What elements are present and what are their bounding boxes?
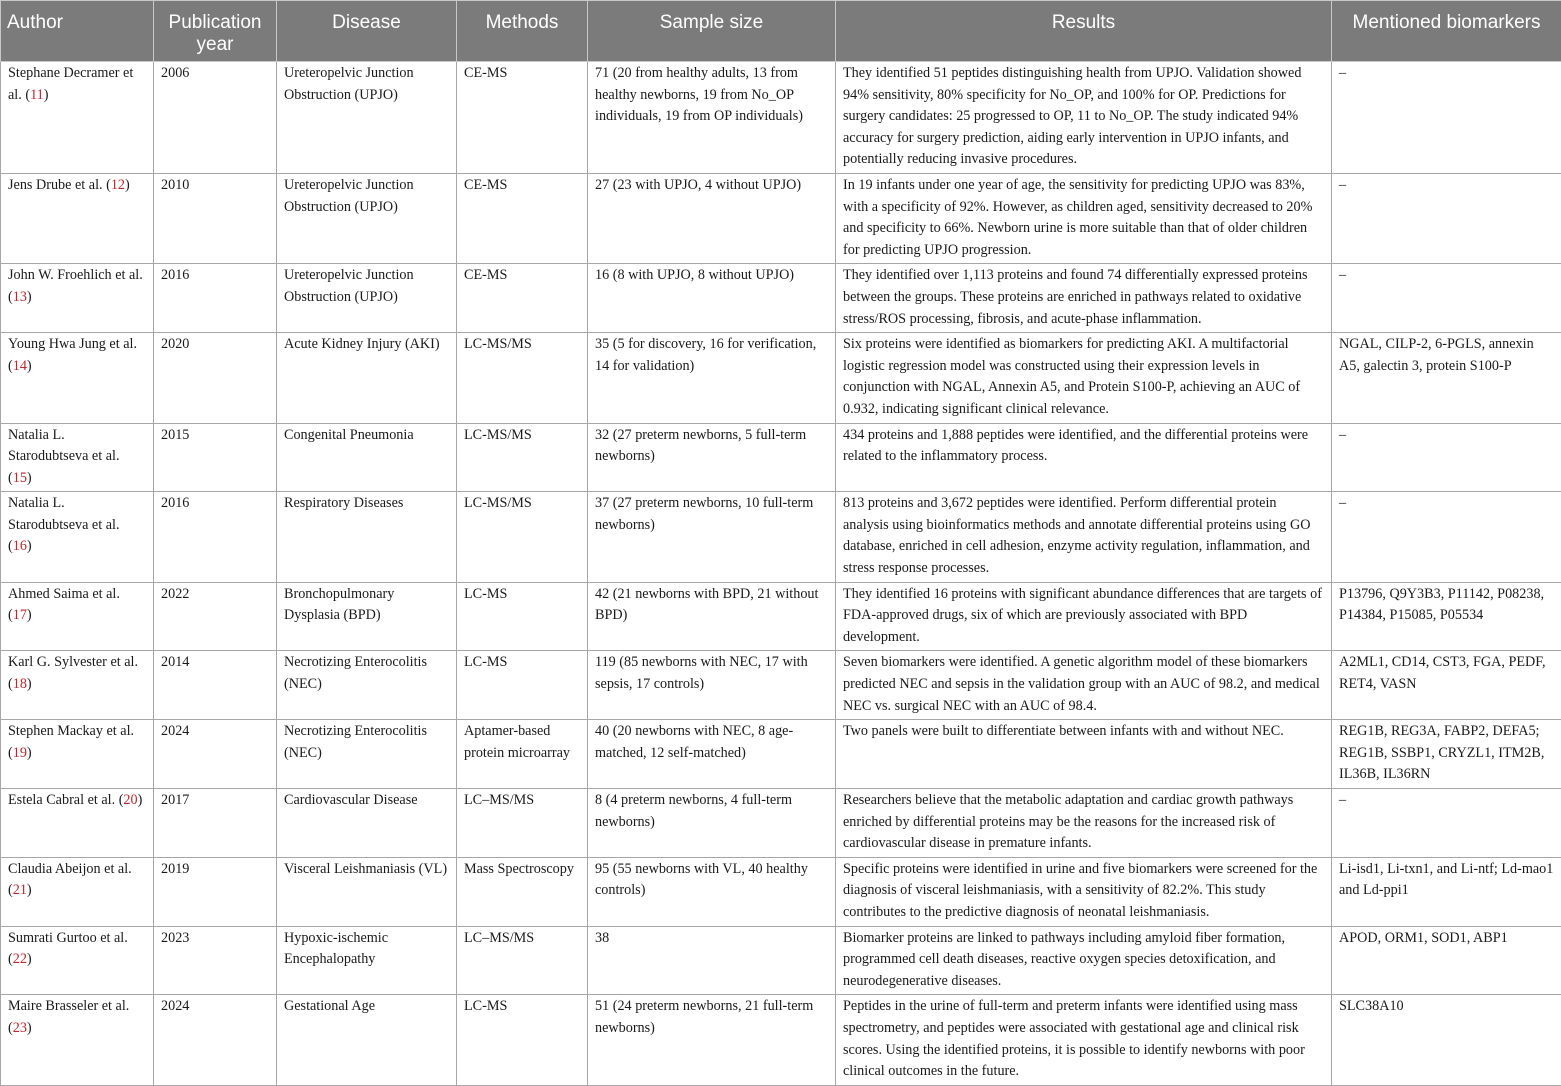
cell-mentioned-biomarkers: A2ML1, CD14, CST3, FGA, PEDF, RET4, VASN <box>1332 651 1561 720</box>
cell-author <box>1 62 154 174</box>
cell-author <box>1 857 154 926</box>
cell-publication-year: 2016 <box>154 264 277 333</box>
cell-sample-size: 27 (23 with UPJO, 4 without UPJO) <box>588 173 836 263</box>
cell-methods: CE-MS <box>457 173 588 263</box>
author-name: Natalia L. Starodubtseva et al. ( <box>8 495 120 554</box>
table-row <box>1 995 1561 1085</box>
cell-disease: Respiratory Diseases <box>277 492 457 582</box>
table-row <box>1 62 1561 174</box>
cell-results: Six proteins were identified as biomarkers for predicting AKI. A multifactorial logistic regression model was constructed using their expression levels in conjunction with NGAL, Annexin A5, and Protein S100-P, achieving an AUC of 0.932, indicating significant clinical relevance. <box>836 333 1332 423</box>
cell-author <box>1 789 154 858</box>
cell-mentioned-biomarkers: – <box>1332 789 1561 858</box>
header-results: Results <box>836 1 1332 62</box>
cell-results: 813 proteins and 3,672 peptides were identified. Perform differential protein analysis using bioinformatics methods and annotate differential proteins using GO database, enriched in cell adhesion, enzyme activity regulation, inflammation, and stress response processes. <box>836 492 1332 582</box>
cell-methods: LC-MS/MS <box>457 423 588 492</box>
reference-link[interactable]: 23 <box>13 1020 27 1036</box>
table-row <box>1 492 1561 582</box>
cell-disease: Ureteropelvic Junction Obstruction (UPJO) <box>277 62 457 174</box>
cell-results: 434 proteins and 1,888 peptides were identified, and the differential proteins were related to the inflammatory process. <box>836 423 1332 492</box>
cell-author <box>1 582 154 651</box>
cell-methods: LC-MS/MS <box>457 333 588 423</box>
reference-link[interactable]: 11 <box>30 87 44 103</box>
header-publication-year: Publication year <box>154 1 277 62</box>
cell-disease: Ureteropelvic Junction Obstruction (UPJO) <box>277 264 457 333</box>
cell-disease: Necrotizing Enterocolitis (NEC) <box>277 720 457 789</box>
cell-disease: Hypoxic-ischemic Encephalopathy <box>277 926 457 995</box>
reference-link[interactable]: 12 <box>111 177 125 193</box>
table-row <box>1 173 1561 263</box>
cell-disease: Necrotizing Enterocolitis (NEC) <box>277 651 457 720</box>
cell-methods: LC-MS <box>457 582 588 651</box>
reference-close-paren: ) <box>125 177 130 193</box>
author-name: Estela Cabral et al. ( <box>8 792 123 808</box>
table-row <box>1 651 1561 720</box>
cell-publication-year: 2023 <box>154 926 277 995</box>
cell-mentioned-biomarkers: REG1B, REG3A, FABP2, DEFA5; REG1B, SSBP1, CRYZL1, ITM2B, IL36B, IL36RN <box>1332 720 1561 789</box>
author-name: Sumrati Gurtoo et al. ( <box>8 930 128 968</box>
cell-publication-year: 2010 <box>154 173 277 263</box>
cell-results: In 19 infants under one year of age, the sensitivity for predicting UPJO was 83%, with a specificity of 92%. However, as children aged, sensitivity decreased to 20% and specificity to 66%. Newborn urine is more suitable than that of older children for predicting UPJO progression. <box>836 173 1332 263</box>
author-name: Maire Brasseler et al. ( <box>8 998 129 1036</box>
cell-methods: CE-MS <box>457 264 588 333</box>
cell-author <box>1 995 154 1085</box>
author-name: Claudia Abeijon et al. ( <box>8 861 132 899</box>
cell-sample-size: 8 (4 preterm newborns, 4 full-term newborns) <box>588 789 836 858</box>
reference-link[interactable]: 14 <box>13 358 27 374</box>
cell-publication-year: 2017 <box>154 789 277 858</box>
header-author: Author <box>1 1 154 62</box>
cell-methods: LC–MS/MS <box>457 789 588 858</box>
reference-close-paren: ) <box>27 607 32 623</box>
cell-mentioned-biomarkers: – <box>1332 173 1561 263</box>
cell-mentioned-biomarkers: – <box>1332 423 1561 492</box>
table-row <box>1 264 1561 333</box>
cell-methods: Aptamer-based protein microarray <box>457 720 588 789</box>
cell-publication-year: 2024 <box>154 995 277 1085</box>
cell-sample-size: 35 (5 for discovery, 16 for verification, 14 for validation) <box>588 333 836 423</box>
reference-close-paren: ) <box>27 745 32 761</box>
cell-disease: Cardiovascular Disease <box>277 789 457 858</box>
author-name: Karl G. Sylvester et al. ( <box>8 654 138 692</box>
cell-mentioned-biomarkers: P13796, Q9Y3B3, P11142, P08238, P14384, P15085, P05534 <box>1332 582 1561 651</box>
cell-author <box>1 423 154 492</box>
author-name: Natalia L. Starodubtseva et al. ( <box>8 427 120 486</box>
author-name: John W. Froehlich et al. ( <box>8 267 143 305</box>
cell-results: Specific proteins were identified in urine and five biomarkers were screened for the diagnosis of visceral leishmaniasis, with a sensitivity of 82.2%. This study contributes to the predictive diagnosis of neonatal leishmaniasis. <box>836 857 1332 926</box>
cell-sample-size: 95 (55 newborns with VL, 40 healthy controls) <box>588 857 836 926</box>
cell-sample-size: 32 (27 preterm newborns, 5 full-term newborns) <box>588 423 836 492</box>
header-mentioned-biomarkers: Mentioned biomarkers <box>1332 1 1561 62</box>
cell-methods: Mass Spectroscopy <box>457 857 588 926</box>
reference-link[interactable]: 17 <box>13 607 27 623</box>
header-methods: Methods <box>457 1 588 62</box>
reference-link[interactable]: 15 <box>13 470 27 486</box>
header-row <box>1 1 1561 62</box>
cell-author <box>1 264 154 333</box>
cell-mentioned-biomarkers: Li-isd1, Li-txn1, and Li-ntf; Ld-mao1 and Ld-ppi1 <box>1332 857 1561 926</box>
table-body <box>1 62 1561 1086</box>
cell-sample-size: 38 <box>588 926 836 995</box>
cell-publication-year: 2015 <box>154 423 277 492</box>
reference-close-paren: ) <box>27 882 32 898</box>
cell-mentioned-biomarkers: – <box>1332 264 1561 333</box>
cell-results: They identified 16 proteins with significant abundance differences that are targets of FDA-approved drugs, six of which are previously associated with BPD development. <box>836 582 1332 651</box>
table-row <box>1 720 1561 789</box>
cell-sample-size: 37 (27 preterm newborns, 10 full-term newborns) <box>588 492 836 582</box>
cell-publication-year: 2022 <box>154 582 277 651</box>
table-row <box>1 333 1561 423</box>
cell-author <box>1 720 154 789</box>
author-name: Jens Drube et al. ( <box>8 177 111 193</box>
reference-link[interactable]: 18 <box>13 676 27 692</box>
cell-author <box>1 926 154 995</box>
reference-close-paren: ) <box>27 676 32 692</box>
cell-sample-size: 16 (8 with UPJO, 8 without UPJO) <box>588 264 836 333</box>
cell-mentioned-biomarkers: APOD, ORM1, SOD1, ABP1 <box>1332 926 1561 995</box>
reference-link[interactable]: 16 <box>13 538 27 554</box>
reference-close-paren: ) <box>27 289 32 305</box>
cell-disease: Visceral Leishmaniasis (VL) <box>277 857 457 926</box>
author-name: Stephen Mackay et al. ( <box>8 723 134 761</box>
table-row <box>1 857 1561 926</box>
cell-mentioned-biomarkers: SLC38A10 <box>1332 995 1561 1085</box>
cell-methods: LC-MS <box>457 995 588 1085</box>
cell-author <box>1 492 154 582</box>
cell-mentioned-biomarkers: – <box>1332 62 1561 174</box>
reference-link[interactable]: 20 <box>123 792 137 808</box>
cell-publication-year: 2020 <box>154 333 277 423</box>
reference-close-paren: ) <box>44 87 49 103</box>
cell-disease: Congenital Pneumonia <box>277 423 457 492</box>
cell-publication-year: 2006 <box>154 62 277 174</box>
cell-results: Biomarker proteins are linked to pathways including amyloid fiber formation, programmed cell death diseases, reactive oxygen species detoxification, and neurodegenerative diseases. <box>836 926 1332 995</box>
header-sample-size: Sample size <box>588 1 836 62</box>
author-name: Ahmed Saima et al. ( <box>8 586 120 624</box>
reference-link[interactable]: 13 <box>13 289 27 305</box>
cell-sample-size: 119 (85 newborns with NEC, 17 with sepsis, 17 controls) <box>588 651 836 720</box>
cell-publication-year: 2014 <box>154 651 277 720</box>
table-row <box>1 926 1561 995</box>
cell-methods: LC–MS/MS <box>457 926 588 995</box>
author-name: Stephane Decramer et al. ( <box>8 65 133 103</box>
cell-methods: CE-MS <box>457 62 588 174</box>
cell-sample-size: 71 (20 from healthy adults, 13 from healthy newborns, 19 from No_OP individuals, 19 from OP individuals) <box>588 62 836 174</box>
cell-mentioned-biomarkers: – <box>1332 492 1561 582</box>
cell-author <box>1 333 154 423</box>
author-name: Young Hwa Jung et al. ( <box>8 336 137 374</box>
reference-close-paren: ) <box>27 358 32 374</box>
cell-methods: LC-MS/MS <box>457 492 588 582</box>
cell-results: Two panels were built to differentiate between infants with and without NEC. <box>836 720 1332 789</box>
table-row <box>1 423 1561 492</box>
cell-publication-year: 2016 <box>154 492 277 582</box>
cell-disease: Bronchopulmonary Dysplasia (BPD) <box>277 582 457 651</box>
reference-close-paren: ) <box>27 951 32 967</box>
table-row <box>1 789 1561 858</box>
cell-publication-year: 2024 <box>154 720 277 789</box>
cell-author <box>1 173 154 263</box>
cell-disease: Acute Kidney Injury (AKI) <box>277 333 457 423</box>
cell-mentioned-biomarkers: NGAL, CILP-2, 6-PGLS, annexin A5, galectin 3, protein S100-P <box>1332 333 1561 423</box>
cell-results: They identified 51 peptides distinguishing health from UPJO. Validation showed 94% sensitivity, 80% specificity for No_OP, and 100% for OP. Predictions for surgery candidates: 25 progressed to OP, 11 to No_OP. The study indicated 94% accuracy for surgery prediction, aiding early intervention in UPJO infants, and potentially reducing invasive procedures. <box>836 62 1332 174</box>
reference-close-paren: ) <box>27 1020 32 1036</box>
cell-author <box>1 651 154 720</box>
cell-sample-size: 40 (20 newborns with NEC, 8 age-matched, 12 self-matched) <box>588 720 836 789</box>
reference-link[interactable]: 22 <box>13 951 27 967</box>
reference-close-paren: ) <box>27 538 32 554</box>
cell-sample-size: 42 (21 newborns with BPD, 21 without BPD) <box>588 582 836 651</box>
reference-link[interactable]: 19 <box>13 745 27 761</box>
cell-sample-size: 51 (24 preterm newborns, 21 full-term newborns) <box>588 995 836 1085</box>
cell-methods: LC-MS <box>457 651 588 720</box>
reference-link[interactable]: 21 <box>13 882 27 898</box>
table-row <box>1 582 1561 651</box>
cell-publication-year: 2019 <box>154 857 277 926</box>
cell-results: They identified over 1,113 proteins and found 74 differentially expressed proteins between the groups. These proteins are enriched in pathways related to oxidative stress/ROS processing, fibrosis, and acute-phase inflammation. <box>836 264 1332 333</box>
reference-close-paren: ) <box>138 792 143 808</box>
header-disease: Disease <box>277 1 457 62</box>
cell-disease: Ureteropelvic Junction Obstruction (UPJO) <box>277 173 457 263</box>
cell-results: Peptides in the urine of full-term and preterm infants were identified using mass spectrometry, and peptides were associated with gestational age and clinical risk scores. Using the identified proteins, it is possible to identify newborns with poor clinical outcomes in the future. <box>836 995 1332 1085</box>
cell-results: Seven biomarkers were identified. A genetic algorithm model of these biomarkers predicted NEC and sepsis in the validation group with an AUC of 98.2, and medical NEC vs. surgical NEC with an AUC of 98.4. <box>836 651 1332 720</box>
cell-disease: Gestational Age <box>277 995 457 1085</box>
cell-results: Researchers believe that the metabolic adaptation and cardiac growth pathways enriched by differential proteins may be the reasons for the increased risk of cardiovascular disease in premature infants. <box>836 789 1332 858</box>
reference-close-paren: ) <box>27 470 32 486</box>
